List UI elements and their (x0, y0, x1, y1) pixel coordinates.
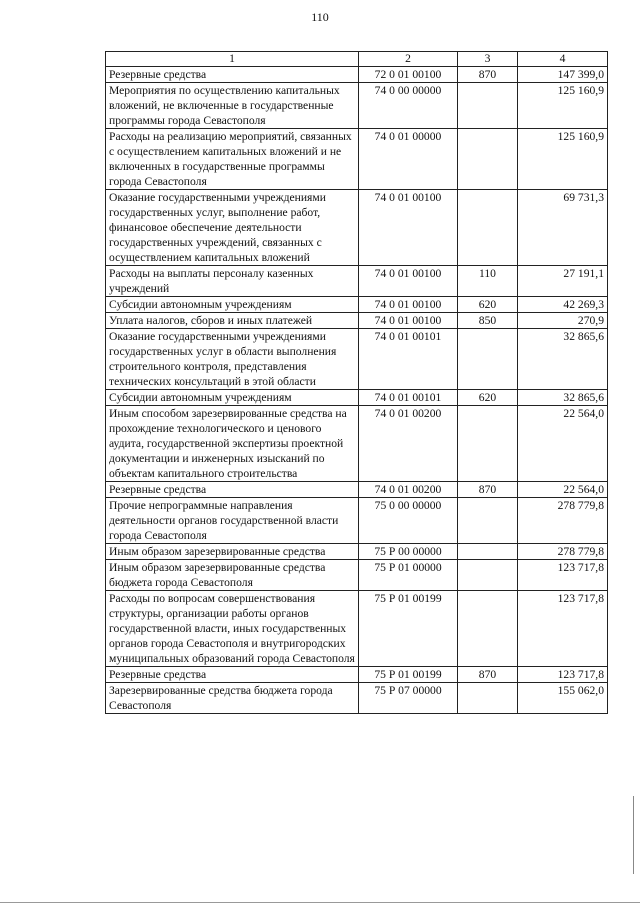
table-body (106, 67, 608, 714)
row-code-cell: 75 Р 07 00000 (359, 683, 458, 714)
row-expense-type-cell (458, 190, 518, 266)
row-expense-type-cell (458, 498, 518, 544)
row-expense-type-cell: 870 (458, 67, 518, 83)
row-expense-type-cell (458, 83, 518, 129)
row-amount-cell: 278 779,8 (518, 544, 608, 560)
column-header-4: 4 (518, 52, 608, 67)
table-row (106, 83, 608, 129)
row-name-cell: Расходы по вопросам совершенствования структуры, организации работы органов государственной власти, иных государственных органов города Севастополя и внутригородских муниципальных образований города Севастополя (106, 591, 359, 667)
row-amount-cell: 69 731,3 (518, 190, 608, 266)
row-name-cell: Оказание государственными учреждениями государственных услуг, выполнение работ, финансовое обеспечение деятельности государственных учреждений, связанных с осуществлением капитальных вложений (106, 190, 359, 266)
row-code-cell: 74 0 01 00101 (359, 329, 458, 390)
table-header-row (106, 52, 608, 67)
budget-table (105, 51, 608, 714)
row-amount-cell: 278 779,8 (518, 498, 608, 544)
table-row (106, 266, 608, 297)
row-code-cell: 74 0 01 00000 (359, 129, 458, 190)
row-expense-type-cell (458, 560, 518, 591)
row-amount-cell: 123 717,8 (518, 591, 608, 667)
row-code-cell: 72 0 01 00100 (359, 67, 458, 83)
column-header-3: 3 (458, 52, 518, 67)
row-amount-cell: 32 865,6 (518, 390, 608, 406)
row-name-cell: Субсидии автономным учреждениям (106, 390, 359, 406)
row-code-cell: 74 0 01 00101 (359, 390, 458, 406)
row-name-cell: Иным способом зарезервированные средства на прохождение технологического и ценового аудита, государственной экспертизы проектной документации и инженерных изысканий по объектам капитального строительства (106, 406, 359, 482)
row-code-cell: 74 0 00 00000 (359, 83, 458, 129)
row-expense-type-cell: 620 (458, 390, 518, 406)
row-name-cell: Иным образом зарезервированные средства (106, 544, 359, 560)
table-row (106, 67, 608, 83)
row-expense-type-cell (458, 591, 518, 667)
row-amount-cell: 27 191,1 (518, 266, 608, 297)
row-code-cell: 74 0 01 00100 (359, 297, 458, 313)
scan-edge-line (633, 796, 634, 874)
row-amount-cell: 22 564,0 (518, 482, 608, 498)
table-row (106, 482, 608, 498)
row-expense-type-cell: 870 (458, 667, 518, 683)
table-row (106, 683, 608, 714)
table-row (106, 190, 608, 266)
row-name-cell: Уплата налогов, сборов и иных платежей (106, 313, 359, 329)
row-code-cell: 74 0 01 00100 (359, 266, 458, 297)
row-code-cell: 75 Р 01 00199 (359, 667, 458, 683)
row-name-cell: Субсидии автономным учреждениям (106, 297, 359, 313)
row-amount-cell: 123 717,8 (518, 667, 608, 683)
row-amount-cell: 42 269,3 (518, 297, 608, 313)
table-row (106, 498, 608, 544)
row-name-cell: Оказание государственными учреждениями государственных услуг в области выполнения строительного контроля, представления технических консультаций в этой области (106, 329, 359, 390)
row-code-cell: 75 0 00 00000 (359, 498, 458, 544)
table-row (106, 560, 608, 591)
row-expense-type-cell (458, 544, 518, 560)
row-amount-cell: 123 717,8 (518, 560, 608, 591)
row-expense-type-cell: 870 (458, 482, 518, 498)
row-code-cell: 74 0 01 00200 (359, 482, 458, 498)
column-header-1: 1 (106, 52, 359, 67)
row-name-cell: Мероприятия по осуществлению капитальных вложений, не включенные в государственные программы города Севастополя (106, 83, 359, 129)
row-amount-cell: 155 062,0 (518, 683, 608, 714)
row-code-cell: 74 0 01 00100 (359, 190, 458, 266)
row-expense-type-cell: 850 (458, 313, 518, 329)
table-row (106, 129, 608, 190)
table-row (106, 313, 608, 329)
table-row (106, 591, 608, 667)
row-code-cell: 75 Р 01 00000 (359, 560, 458, 591)
row-expense-type-cell (458, 329, 518, 390)
row-amount-cell: 32 865,6 (518, 329, 608, 390)
table-row (106, 390, 608, 406)
row-name-cell: Расходы на реализацию мероприятий, связанных с осуществлением капитальных вложений и не включенных в государственные программы города Севастополя (106, 129, 359, 190)
column-header-2: 2 (359, 52, 458, 67)
table-row (106, 544, 608, 560)
row-name-cell: Расходы на выплаты персоналу казенных учреждений (106, 266, 359, 297)
row-name-cell: Иным образом зарезервированные средства бюджета города Севастополя (106, 560, 359, 591)
row-name-cell: Резервные средства (106, 67, 359, 83)
row-code-cell: 74 0 01 00100 (359, 313, 458, 329)
row-code-cell: 75 Р 01 00199 (359, 591, 458, 667)
row-amount-cell: 22 564,0 (518, 406, 608, 482)
row-code-cell: 74 0 01 00200 (359, 406, 458, 482)
table-row (106, 667, 608, 683)
row-name-cell: Резервные средства (106, 482, 359, 498)
table-row (106, 297, 608, 313)
row-name-cell: Зарезервированные средства бюджета города Севастополя (106, 683, 359, 714)
page-number: 110 (311, 10, 329, 24)
row-amount-cell: 270,9 (518, 313, 608, 329)
row-expense-type-cell (458, 406, 518, 482)
table-row (106, 329, 608, 390)
row-amount-cell: 147 399,0 (518, 67, 608, 83)
row-code-cell: 75 Р 00 00000 (359, 544, 458, 560)
row-expense-type-cell: 620 (458, 297, 518, 313)
scan-bottom-line (0, 902, 640, 903)
row-amount-cell: 125 160,9 (518, 129, 608, 190)
row-expense-type-cell (458, 683, 518, 714)
row-expense-type-cell: 110 (458, 266, 518, 297)
row-expense-type-cell (458, 129, 518, 190)
row-amount-cell: 125 160,9 (518, 83, 608, 129)
row-name-cell: Прочие непрограммные направления деятельности органов государственной власти города Севастополя (106, 498, 359, 544)
row-name-cell: Резервные средства (106, 667, 359, 683)
table-row (106, 406, 608, 482)
